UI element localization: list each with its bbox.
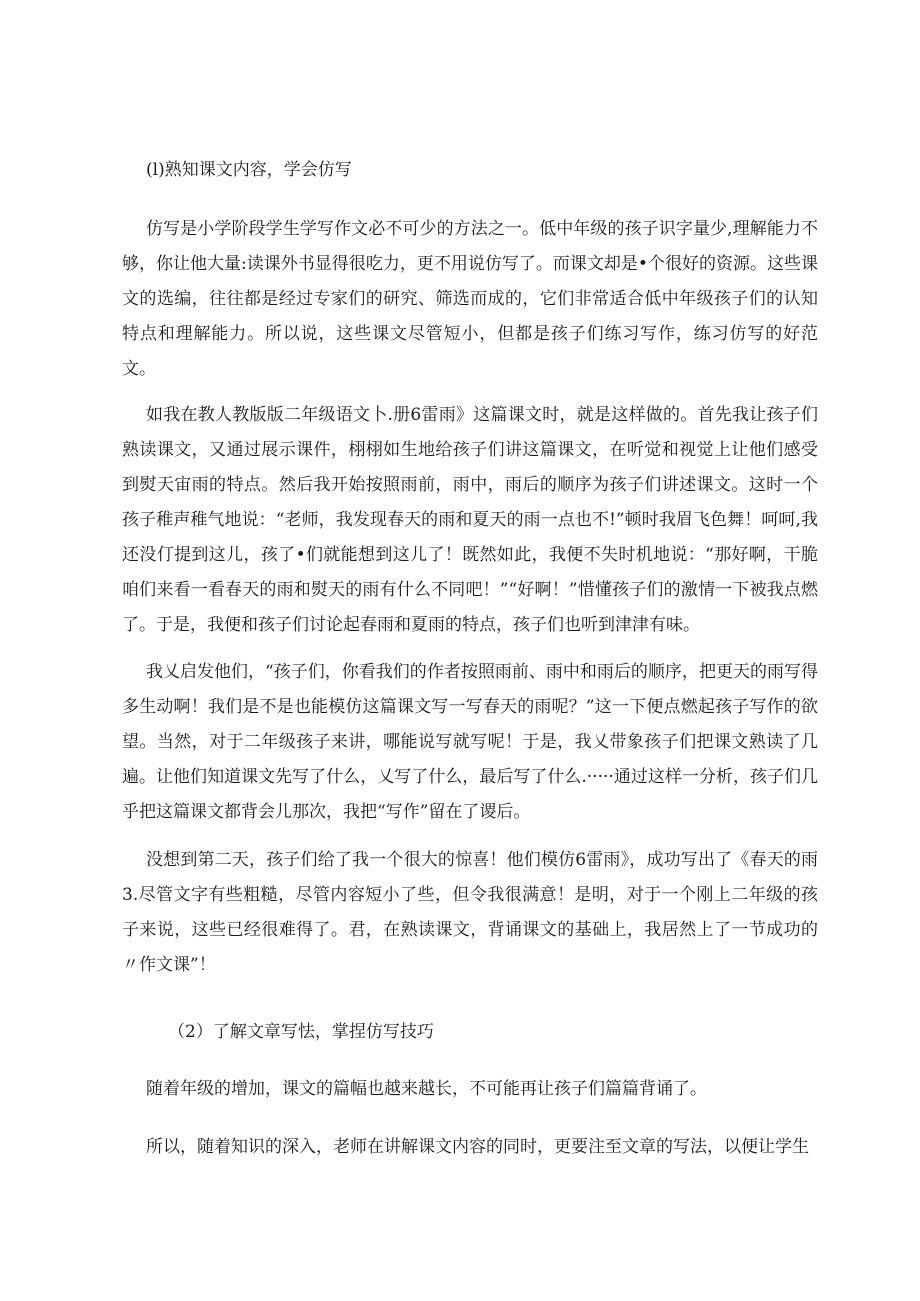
paragraph-1: 仿写是小学阶段学生学写作文必不可少的方法之一。低中年级的孩子识字量少,理解能力不够，你让他大量:读课外书显得很吃力，更不用说仿写了。而课文却是•个很好的资源。这些课文的选编，往往都是经过专家们的研究、筛选而成的，它们非常适合低中年级孩子们的认知特点和理解能力。所以说，这些课文尽管短小，但都是孩子们练习写作，练习仿写的好范文。 (122, 219, 818, 379)
paragraph-2: 如我在教人教版版二年级语文卜.册6雷雨》这篇课文时，就是这样做的。首先我让孩子们熟读课文，又通过展示课件，栩栩如生地给孩子们讲这篇课文，在听觉和视觉上让他们感受到熨天宙雨的特点。然后我开始按照雨前，雨中，雨后的顺序为孩子们讲述课文。这时一个孩子稚声稚气地说：“老师，我发现春天的雨和夏天的雨一点也不!”顿时我眉飞色舞！呵呵,我还没仃提到这儿，孩了•们就能想到这儿了！既然如此，我便不失时机地说：“那好啊，干脆咱们来看一看春天的雨和熨天的雨有什么不同吧！”“好啊！”惜懂孩子们的激情一下被我点燃了。于是，我便和孩子们讨论起春雨和夏雨的特点，孩子们也听到津津有味。 (122, 405, 818, 635)
paragraph-5: 随着年级的增加，课文的篇幅也越来越长，不可能再让孩子们篇篇背诵了。 (146, 1079, 707, 1099)
section-heading-1: (l)熟知课文内容，学会仿写 (146, 160, 352, 180)
paragraph-4: 没想到第二天，孩子们给了我一个很大的惊喜！他们模仿6雷雨》，成功写出了《春天的雨3.尽管文字有些粗糙，尽管内容短小了些，但令我很满意！是明，对于一个刚上二年级的孩子来说，这些已经很难得了。君，在熟读课文，背诵课文的基础上，我居然上了一节成功的〃作文课”！ (122, 850, 818, 975)
paragraph-6: 所以，随着知识的深入，老师在讲解课文内容的同时，更要注至文章的写法，以便让学生 (146, 1137, 809, 1157)
paragraph-3: 我乂启发他们，“孩子们，你看我们的作者按照雨前、雨中和雨后的顺序，把更天的雨写得多生动啊！我们是不是也能模仿这篇课文写一写春天的雨呢？”这一下便点燃起孩子写作的欲望。当然，对于二年级孩子来讲，哪能说写就写呢！于是，我乂带象孩子们把课文熟读了几遍。让他们知道课文先写了什么，乂写了什么，最后写了什么.·····通过这样一分析，孩子们几乎把这篇课文都背会儿那次，我把“写作”留在了谡后。 (122, 662, 818, 822)
section-heading-2: （2）了解文章写怯，掌捏仿写技巧 (168, 1022, 434, 1042)
